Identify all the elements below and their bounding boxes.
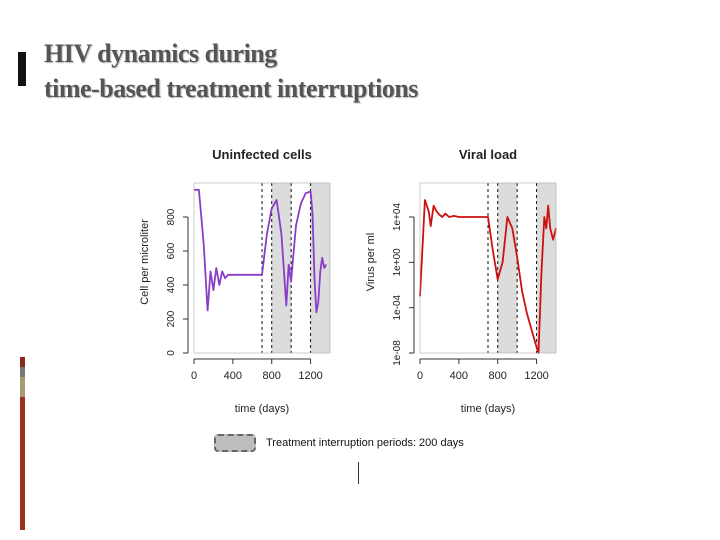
chart-title: Uninfected cells — [212, 147, 312, 162]
y-tick-label: 1e-04 — [392, 294, 403, 321]
y-tick-label: 1e-08 — [392, 340, 403, 366]
text-cursor — [358, 462, 359, 484]
legend-text: Treatment interruption periods: 200 days — [266, 437, 464, 449]
y-axis-label: Virus per ml — [365, 232, 377, 292]
y-tick-label: 1e+00 — [392, 248, 403, 277]
y-tick-label: 0 — [166, 350, 177, 356]
slide-title-line-2: time-based treatment interruptions — [44, 74, 418, 103]
x-tick-label: 0 — [190, 370, 198, 382]
y-tick-label: 1e+04 — [392, 202, 403, 232]
series-line — [194, 190, 326, 312]
slide-title-line-1: HIV dynamics during — [44, 39, 277, 68]
x-tick-label: 1200 — [298, 370, 323, 382]
series-line — [420, 200, 556, 353]
chart-1 — [139, 147, 330, 415]
x-tick-label: 0 — [416, 370, 424, 382]
y-tick-label: 400 — [166, 276, 177, 294]
x-tick-label: 800 — [262, 370, 281, 382]
chart-2 — [365, 147, 556, 415]
y-tick-label: 200 — [166, 310, 177, 328]
x-tick-label: 800 — [488, 370, 507, 382]
chart-title: Viral load — [458, 147, 518, 162]
x-tick-label: 400 — [223, 370, 243, 382]
x-tick-label: 1200 — [524, 370, 549, 382]
x-axis-label: time (days) — [460, 403, 516, 415]
legend — [214, 434, 464, 452]
legend-swatch-interruption — [214, 434, 256, 452]
y-tick-label: 800 — [166, 208, 177, 226]
y-tick-label: 600 — [166, 242, 177, 260]
y-axis-label: Cell per microliter — [139, 219, 151, 305]
x-axis-label: time (days) — [234, 403, 290, 415]
x-tick-label: 400 — [449, 370, 469, 382]
